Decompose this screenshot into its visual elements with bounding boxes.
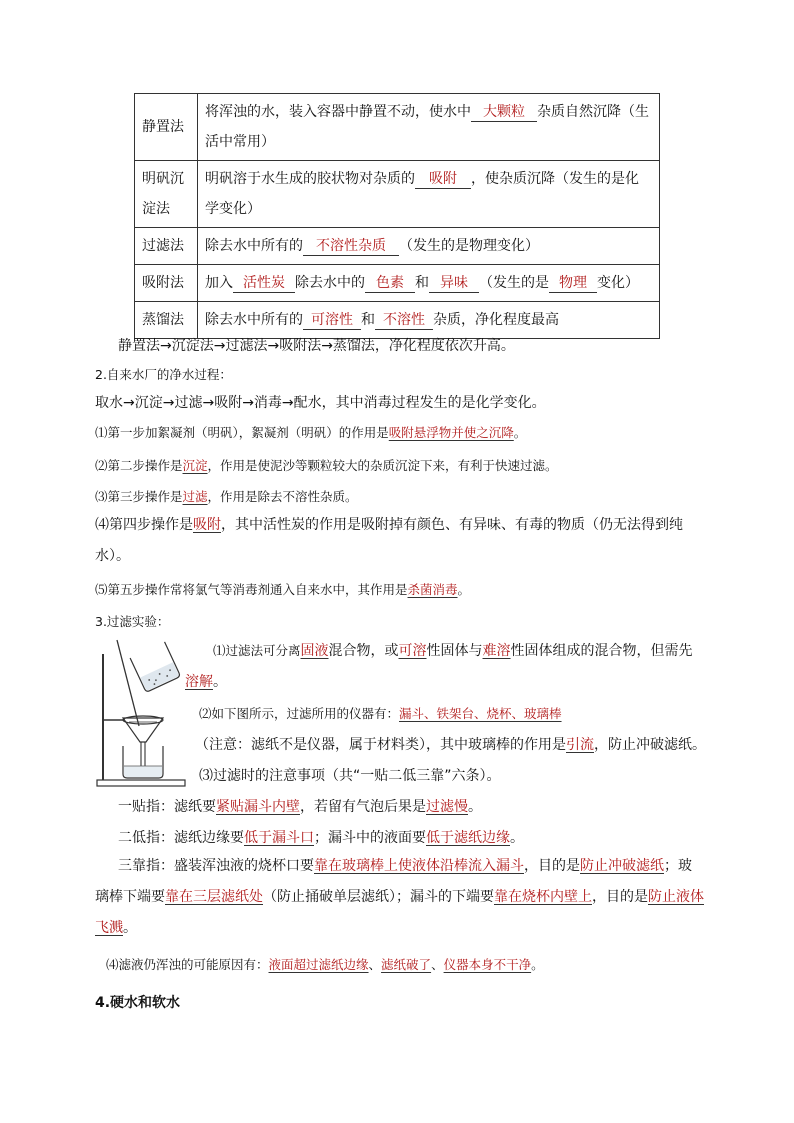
filtration-apparatus-diagram [95,634,191,788]
purification-methods-table [134,93,660,339]
purification-order-line: 静置法→沉淀法→过滤法→吸附法→蒸馏法，净化程度依次升高。 [118,338,515,354]
filter-point-1-line-1: ⑴过滤法可分离固液混合物，或可溶性固体与难溶性固体组成的混合物，但需先 [213,643,693,659]
filter-point-3: ⑶过滤时的注意事项（共“一贴二低三靠”六条）。 [199,768,501,784]
answer-text: 低于漏斗口 [244,830,314,846]
answer-blank: 可溶性 [303,311,361,330]
answer-blank: 色素 [365,274,415,293]
answer-text: 引流 [566,737,594,753]
method-name: 过滤法 [135,228,198,265]
answer-text: 滤纸破了 [381,957,432,972]
answer-text: 紧贴漏斗内壁 [216,799,300,815]
table-row [135,94,660,161]
method-description: 将浑浊的水，装入容器中静置不动，使水中 大颗粒 杂质自然沉降（生活中常用） [198,94,660,161]
answer-text: 防止冲破滤纸 [580,858,664,874]
yi-tie-line: 一贴指：滤纸要紧贴漏斗内壁，若留有气泡后果是过滤慢。 [118,799,482,815]
method-description: 加入 活性炭 除去水中的 色素 和 异味 （发生的是 物理 变化） [198,265,660,302]
answer-text: 仪器本身不干净 [443,957,532,972]
answer-text: 杀菌消毒 [407,582,458,597]
answer-text: 难溶 [482,643,511,659]
answer-text: 液面超过滤纸边缘 [268,957,369,972]
method-name: 静置法 [135,94,198,161]
filter-point-4: ⑷滤液仍浑浊的可能原因有：液面超过滤纸边缘、滤纸破了、仪器本身不干净。 [106,957,544,972]
section-3-heading: 3.过滤实验： [95,614,170,629]
answer-blank: 吸附 [415,170,471,189]
answer-text: 吸附 [193,517,221,533]
answer-text: 过滤慢 [426,799,468,815]
table-row [135,161,660,228]
answer-text: 靠在玻璃棒上使液体沿棒流入漏斗 [314,858,524,874]
er-di-line: 二低指：滤纸边缘要低于漏斗口；漏斗中的液面要低于滤纸边缘。 [118,830,524,846]
san-kao-paragraph: 三靠指：盛装浑浊液的烧杯口要靠在玻璃棒上使液体沿棒流入漏斗，目的是防止冲破滤纸；玻璃棒下端要靠在三层滤纸处（防止捅破单层滤纸）；漏斗的下端要靠在烧杯内壁上，目的是防止液体飞溅。 [95,858,704,936]
step-1: ⑴第一步加絮凝剂（明矾），絮凝剂（明矾）的作用是吸附悬浮物并使之沉降。 [95,425,527,440]
method-description: 明矾溶于水生成的胶状物对杂质的 吸附 ，使杂质沉降（发生的是化学变化） [198,161,660,228]
method-description: 除去水中所有的 可溶性 和 不溶性 杂质，净化程度最高 [198,302,660,339]
answer-text: 可溶 [398,643,427,659]
answer-text: 溶解 [185,674,213,690]
table-row [135,265,660,302]
step-2: ⑵第二步操作是沉淀，作用是使泥沙等颗粒较大的杂质沉淀下来，有利于快速过滤。 [95,458,558,473]
table-row [135,228,660,265]
answer-blank: 活性炭 [233,274,295,293]
section-4-heading: 4.硬水和软水 [95,995,181,1011]
answer-blank: 大颗粒 [471,103,537,122]
method-name: 蒸馏法 [135,302,198,339]
method-name: 吸附法 [135,265,198,302]
answer-text: 过滤 [182,489,208,504]
answer-blank: 物理 [549,274,597,293]
filter-point-1-line-2: 溶解。 [185,674,227,690]
filter-point-2-note: （注意：滤纸不是仪器，属于材料类），其中玻璃棒的作用是引流，防止冲破滤纸。 [195,737,706,753]
answer-blank: 不溶性 [375,311,433,330]
method-description: 除去水中所有的 不溶性杂质 （发生的是物理变化） [198,228,660,265]
water-plant-flow: 取水→沉淀→过滤→吸附→消毒→配水，其中消毒过程发生的是化学变化。 [95,395,546,411]
answer-blank: 不溶性杂质 [303,237,399,256]
answer-text: 漏斗、铁架台、烧杯、玻璃棒 [399,706,562,721]
answer-text: 吸附悬浮物并使之沉降 [388,425,514,440]
answer-text: 靠在烧杯内壁上 [494,889,592,905]
section-2-heading: 2.自来水厂的净水过程： [95,367,232,382]
table-row [135,302,660,339]
answer-text: 固液 [300,643,329,659]
step-4: ⑷第四步操作是吸附，其中活性炭的作用是吸附掉有颜色、有异味、有毒的物质（仍无法得到纯水）。 [95,517,683,564]
answer-text: 沉淀 [182,458,208,473]
answer-blank: 异味 [429,274,479,293]
method-name: 明矾沉淀法 [135,161,198,228]
answer-text: 靠在三层滤纸处 [165,889,263,905]
answer-text: 防止液体飞溅 [95,889,704,936]
step-3: ⑶第三步操作是过滤，作用是除去不溶性杂质。 [95,489,358,504]
filter-point-2: ⑵如下图所示，过滤所用的仪器有：漏斗、铁架台、烧杯、玻璃棒 [199,706,562,721]
step-5: ⑸第五步操作常将氯气等消毒剂通入自来水中，其作用是杀菌消毒。 [95,582,471,597]
answer-text: 低于滤纸边缘 [426,830,510,846]
